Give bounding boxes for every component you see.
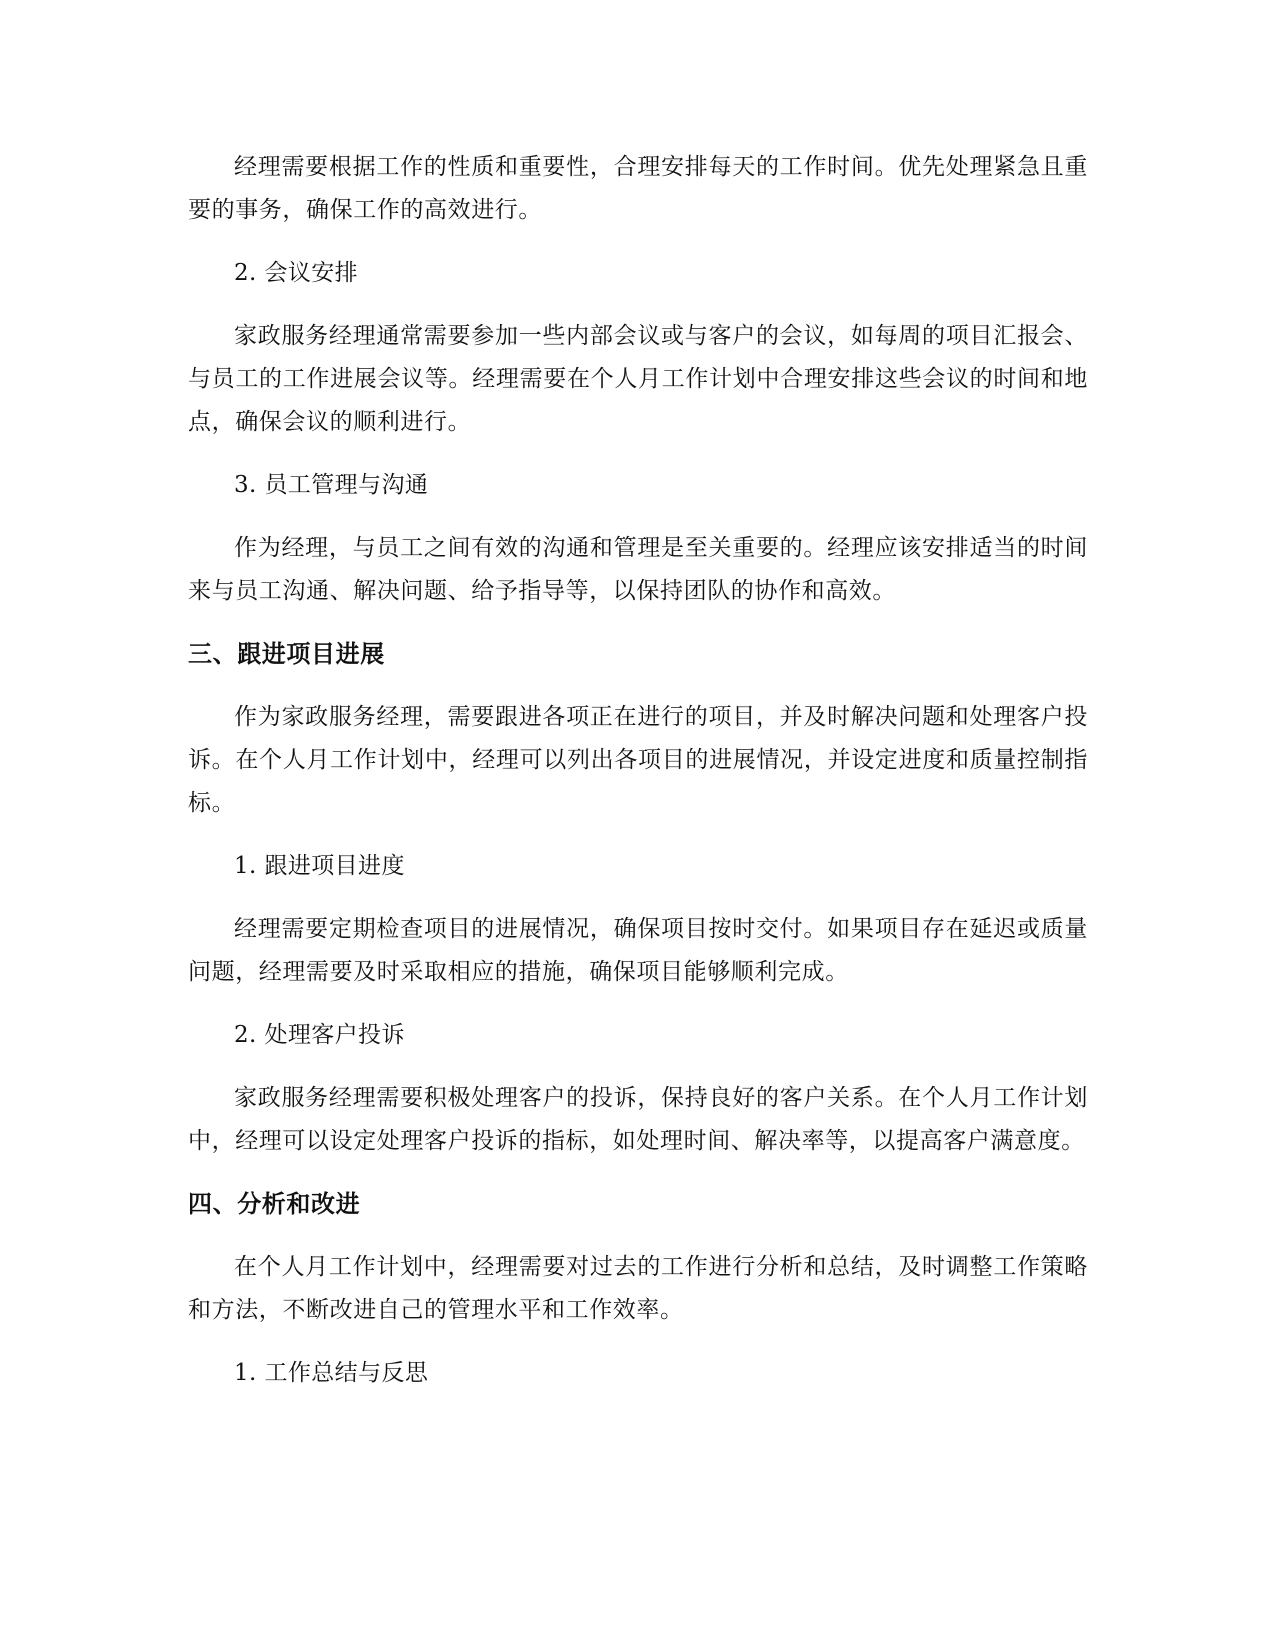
paragraph-project-followup: 作为家政服务经理，需要跟进各项正在进行的项目，并及时解决问题和处理客户投诉。在个人月工作计划中，经理可以列出各项目的进展情况，并设定进度和质量控制指标。 <box>188 704 1088 816</box>
paragraph-staff-communication: 作为经理，与员工之间有效的沟通和管理是至关重要的。经理应该安排适当的时间来与员工沟通、解决问题、给予指导等，以保持团队的协作和高效。 <box>188 535 1088 604</box>
subheading-staff-management: 3. 员工管理与沟通 <box>234 472 429 498</box>
subheading-project-schedule: 1. 跟进项目进度 <box>234 853 405 879</box>
paragraph-analysis: 在个人月工作计划中，经理需要对过去的工作进行分析和总结，及时调整工作策略和方法，不断改进自己的管理水平和工作效率。 <box>188 1254 1088 1323</box>
section-heading-analysis-improvement: 四、分析和改进 <box>188 1190 361 1218</box>
paragraph-time-arrangement: 经理需要根据工作的性质和重要性，合理安排每天的工作时间。优先处理紧急且重要的事务，确保工作的高效进行。 <box>188 154 1088 223</box>
subheading-meeting-arrangement: 2. 会议安排 <box>234 260 359 286</box>
paragraph-meetings: 家政服务经理通常需要参加一些内部会议或与客户的会议，如每周的项目汇报会、与员工的工作进展会议等。经理需要在个人月工作计划中合理安排这些会议的时间和地点，确保会议的顺利进行。 <box>188 323 1088 435</box>
section-heading-project-progress: 三、跟进项目进展 <box>188 640 385 668</box>
paragraph-complaints: 家政服务经理需要积极处理客户的投诉，保持良好的客户关系。在个人月工作计划中，经理可以设定处理客户投诉的指标，如处理时间、解决率等，以提高客户满意度。 <box>188 1085 1088 1154</box>
subheading-customer-complaints: 2. 处理客户投诉 <box>234 1022 405 1048</box>
document-body <box>188 146 1088 1415</box>
paragraph-project-check: 经理需要定期检查项目的进展情况，确保项目按时交付。如果项目存在延迟或质量问题，经理需要及时采取相应的措施，确保项目能够顺利完成。 <box>188 916 1088 985</box>
subheading-work-summary: 1. 工作总结与反思 <box>234 1360 429 1386</box>
